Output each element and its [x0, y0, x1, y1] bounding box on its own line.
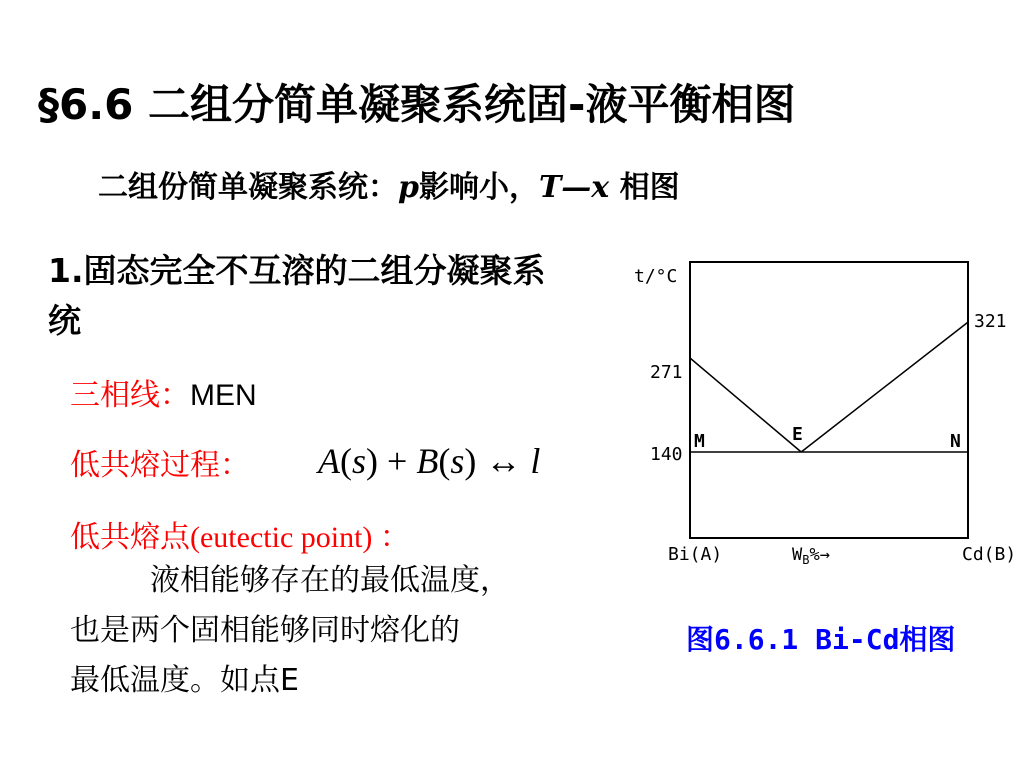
eq-arrow: ↔ — [485, 441, 522, 481]
eutectic-process-label: 低共熔过程： — [70, 448, 250, 483]
liquidus-bi-side — [690, 358, 801, 452]
eutectic-point — [70, 512, 410, 556]
plot-frame — [690, 262, 968, 538]
phase-diagram — [620, 250, 1020, 580]
eq-l: l — [530, 441, 541, 481]
eq-a: A — [318, 441, 340, 481]
point-m-label: M — [694, 431, 705, 452]
three-phase-label: 三相线： — [70, 378, 190, 413]
eq-plus: + — [387, 441, 408, 481]
figure-caption: 图6.6.1 Bi-Cd相图 — [686, 623, 956, 656]
slide-title: §6.6 二组分简单凝聚系统固-液平衡相图 — [38, 80, 796, 129]
subtitle-tx: T—x — [538, 170, 610, 205]
y-axis-label: t/°C — [634, 266, 678, 287]
subtitle-mid: 影响小， — [418, 170, 539, 205]
subtitle-suffix: 相图 — [609, 170, 680, 205]
section-heading: 1.固态完全不互溶的二组分凝聚系统 — [48, 251, 546, 340]
subtitle-prefix: 二组份简单凝聚系统： — [98, 170, 398, 205]
eq-s1: s — [352, 441, 367, 481]
tick-321: 321 — [974, 311, 1007, 332]
bi-axis-label: Bi(A) — [668, 544, 723, 565]
x-label-w: W — [792, 545, 803, 565]
x-axis-label — [792, 545, 830, 567]
eq-b: B — [416, 441, 439, 481]
x-label-suffix: %→ — [809, 545, 830, 565]
eq-s2: s — [450, 441, 465, 481]
eutectic-point-english: (eutectic point) ： — [190, 521, 410, 554]
tick-140: 140 — [650, 444, 683, 465]
x-label-sub: B — [802, 553, 810, 567]
description — [70, 556, 630, 706]
description-line-1: 液相能够存在的最低温度， — [150, 563, 510, 598]
three-phase-line — [70, 370, 257, 414]
description-line-3: 最低温度。如点E — [70, 663, 299, 698]
three-phase-value: MEN — [190, 379, 257, 412]
cd-axis-label: Cd(B) — [962, 544, 1017, 565]
liquidus-cd-side — [801, 322, 968, 452]
eutectic-equation: A(s) + B(s) ↔ l — [318, 441, 541, 481]
description-line-2: 也是两个固相能够同时熔化的 — [70, 613, 460, 648]
subtitle-p: p — [398, 170, 419, 205]
point-e-label: E — [792, 424, 803, 445]
slide-subtitle — [98, 162, 680, 206]
point-n-label: N — [950, 431, 961, 452]
tick-271: 271 — [650, 362, 683, 383]
eutectic-point-label: 低共熔点 — [70, 520, 190, 555]
